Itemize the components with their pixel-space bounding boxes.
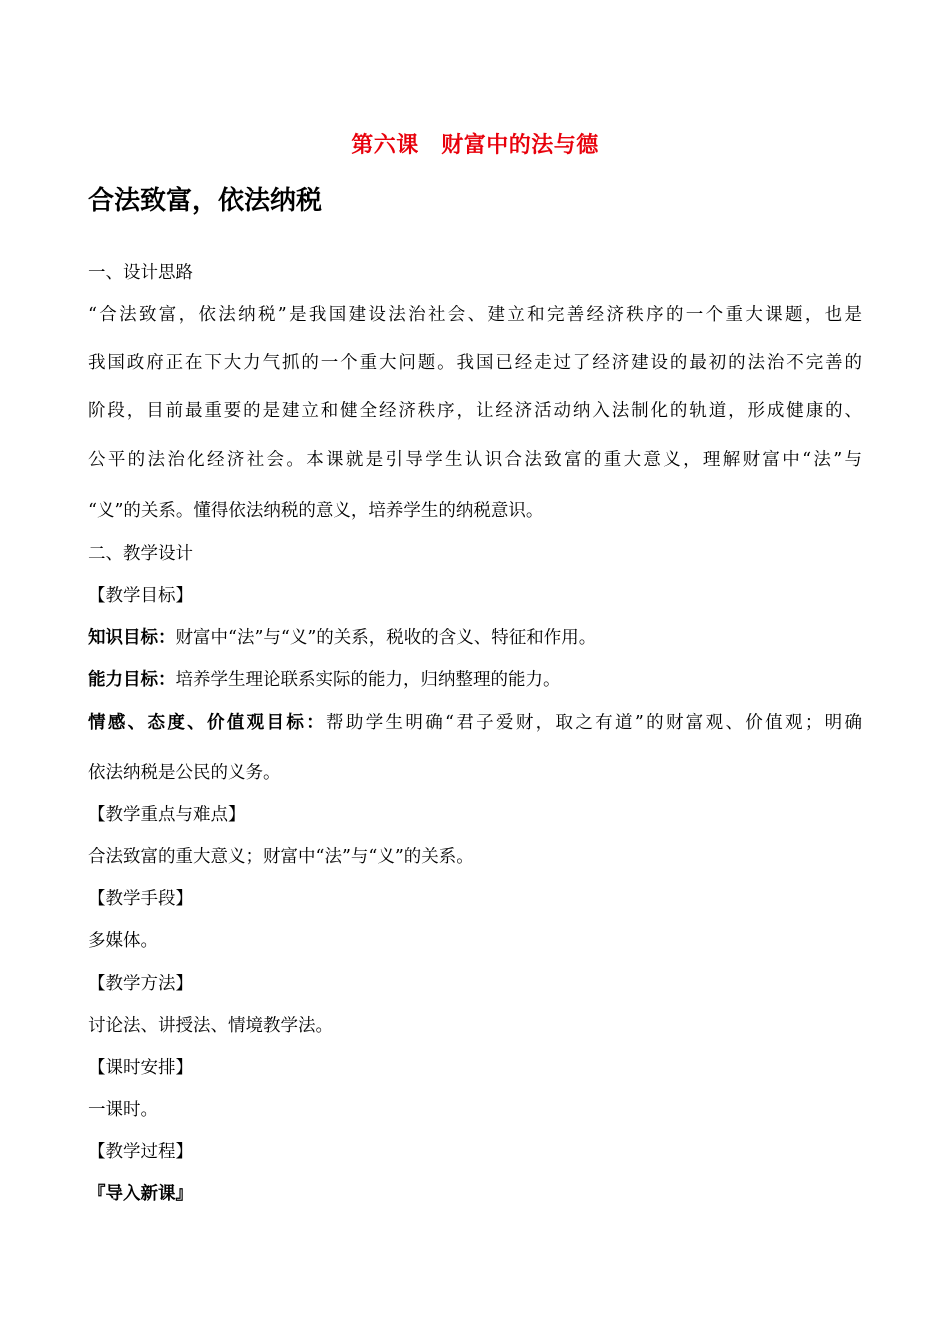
knowledge-goal-text: 财富中“法”与“义”的关系，税收的含义、特征和作用。 (175, 628, 597, 648)
heading-teaching-design: 二、教学设计 (88, 544, 193, 564)
ability-goal-label: 能力目标： (88, 670, 176, 690)
time-text: 一课时。 (88, 1100, 158, 1120)
emotion-goal (88, 712, 862, 734)
focus-heading: 【教学重点与难点】 (88, 805, 246, 825)
method-text: 讨论法、讲授法、情境教学法。 (88, 1016, 333, 1036)
design-paragraph-line: 我国政府正在下大力气抓的一个重大问题。我国已经走过了经济建设的最初的法治不完善的 (88, 353, 862, 373)
design-paragraph-line: “合法致富，依法纳税”是我国建设法治社会、建立和完善经济秩序的一个重大课题，也是 (88, 305, 862, 325)
design-paragraph-line: “义”的关系。懂得依法纳税的意义，培养学生的纳税意识。 (88, 501, 544, 521)
emotion-goal-text: 帮助学生明确“君子爱财，取之有道”的财富观、价值观；明确 (326, 713, 862, 733)
emotion-goal-continued: 依法纳税是公民的义务。 (88, 763, 281, 783)
process-heading: 【教学过程】 (88, 1142, 193, 1162)
section-title: 合法致富，依法纳税 (88, 186, 323, 216)
means-text: 多媒体。 (88, 931, 158, 951)
lesson-title: 第六课 财富中的法与德 (351, 133, 599, 158)
design-paragraph-line: 阶段，目前最重要的是建立和健全经济秩序，让经济活动纳入法制化的轨道，形成健康的、 (88, 401, 862, 421)
ability-goal (88, 669, 561, 691)
knowledge-goal (88, 627, 596, 649)
intro-heading: 『导入新课』 (88, 1184, 193, 1204)
knowledge-goal-label: 知识目标： (88, 628, 176, 648)
emotion-goal-label: 情感、态度、价值观目标： (88, 713, 327, 733)
method-heading: 【教学方法】 (88, 974, 193, 994)
means-heading: 【教学手段】 (88, 889, 193, 909)
heading-design-idea: 一、设计思路 (88, 263, 193, 283)
goals-heading: 【教学目标】 (88, 586, 193, 606)
ability-goal-text: 培养学生理论联系实际的能力，归纳整理的能力。 (175, 670, 561, 690)
design-paragraph-line: 公平的法治化经济社会。本课就是引导学生认识合法致富的重大意义，理解财富中“法”与 (88, 450, 862, 470)
time-heading: 【课时安排】 (88, 1058, 193, 1078)
focus-text: 合法致富的重大意义；财富中“法”与“义”的关系。 (88, 847, 474, 867)
